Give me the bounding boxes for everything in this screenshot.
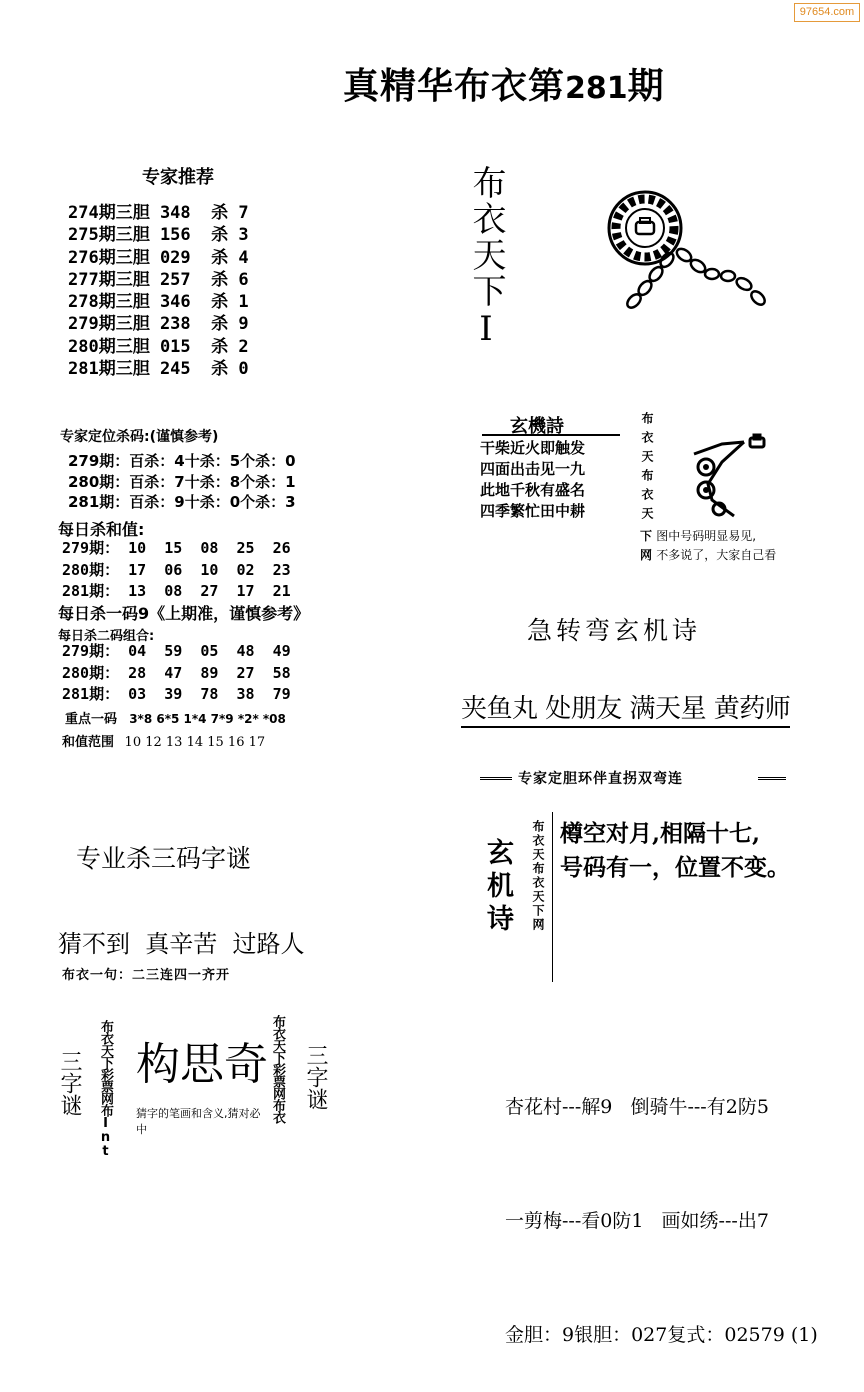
position-kill-section xyxy=(52,428,372,513)
position-kill-row: 279期：百杀：4十杀：5个杀：0 xyxy=(68,452,296,470)
brand-vertical: 布衣天下I xyxy=(466,165,506,351)
poem-side-label: 玄机诗 xyxy=(482,838,513,937)
xuanji-notes xyxy=(640,527,776,565)
poem-line-1: 樽空对月,相隔十七, xyxy=(560,820,761,847)
sum-range-row xyxy=(62,731,265,750)
daily-two-row: 280期： 28 47 89 27 58 xyxy=(62,663,291,682)
daily-two-row: 281期： 03 39 78 38 79 xyxy=(62,685,291,703)
poem-panel xyxy=(474,808,804,978)
expert-list xyxy=(68,202,249,380)
riddle-left-label: 三字谜 xyxy=(57,1050,82,1116)
coin-chain-illustration xyxy=(605,188,780,323)
expert-row: 274期三胆 348 杀 7 xyxy=(68,203,249,223)
riddle-right-vertical: 布衣天下彩票网布衣 xyxy=(270,1015,285,1123)
sum-range-values: 10 12 13 14 15 16 17 xyxy=(124,735,266,750)
xuanji-line: 四季繁忙田中耕 xyxy=(480,502,586,520)
expert-panel xyxy=(58,155,288,390)
xuanji-note-second-char: 网 xyxy=(640,548,653,562)
xuanji-line: 四面出击见一九 xyxy=(480,460,586,478)
riddle-center-big: 构思奇 xyxy=(136,1039,268,1090)
title-prefix: 真精华布衣第 xyxy=(343,66,566,107)
xuanji-heading: 玄機詩 xyxy=(510,416,564,437)
bottom-line-1: 杏花村---解9 倒骑牛---有2防5 xyxy=(505,1096,769,1118)
expert-row: 281期三胆 245 杀 0 xyxy=(68,359,249,380)
expert-dan-heading: 专家定胆环伴直拐双弯连 xyxy=(518,771,683,787)
daily-two-list xyxy=(62,641,291,706)
xuanji-lines xyxy=(480,438,585,522)
riddle-line: 布衣一句：二三连四一齐开 xyxy=(62,968,231,983)
xuanji-panel xyxy=(474,410,624,530)
daily-sum-row: 281期： 13 08 27 17 21 xyxy=(62,582,291,600)
riddle-left-vertical: 布衣天下彩票网布Int xyxy=(98,1020,113,1158)
xuanji-divider xyxy=(482,434,620,436)
riddle-right-label: 三字谜 xyxy=(303,1044,328,1110)
expert-dan-rule-left xyxy=(480,777,512,780)
position-kill-row: 280期：百杀：7十杀：8个杀：1 xyxy=(68,472,296,491)
expert-row: 276期三胆 029 杀 4 xyxy=(68,247,249,268)
xuanji-line: 此地千秋有盛名 xyxy=(480,481,586,499)
riddle-center-note: 猜字的笔画和含义,猜对必中 xyxy=(136,1107,261,1136)
riddle-box xyxy=(46,1010,346,1160)
daily-sum-list xyxy=(62,538,291,603)
position-kill-row: 281期：百杀：9十杀：0个杀：3 xyxy=(68,493,296,511)
xuanji-line: 干柴近火即触发 xyxy=(480,439,586,457)
daily-sum-heading: 每日杀和值: xyxy=(58,520,145,539)
key-code-values: 3*8 6*5 1*4 7*9 *2* *08 xyxy=(129,712,286,726)
expert-row: 275期三胆 156 杀 3 xyxy=(68,225,249,246)
daily-two-row: 279期： 04 59 05 48 49 xyxy=(62,642,291,660)
daily-two-heading: 每日杀二码组合: xyxy=(58,629,155,644)
daily-one-heading: 每日杀一码9《上期准，谨慎参考》 xyxy=(58,604,310,623)
expert-dan-rule-right xyxy=(758,777,786,780)
expert-heading: 专家推荐 xyxy=(142,167,214,188)
xuanji-note-2: 不多说了，大家自己看 xyxy=(656,548,777,562)
daily-sum-row: 280期： 17 06 10 02 23 xyxy=(62,560,291,579)
xuanji-side-vertical: 布衣天布衣天 xyxy=(640,412,654,526)
bottom-line-3: 金胆：9银胆：027复式：02579 (1) xyxy=(505,1324,818,1346)
poem-vertical: 布衣天布衣天下网 xyxy=(531,820,545,932)
title-issue-number: 281 xyxy=(565,71,628,106)
daily-sum-row: 279期： 10 15 08 25 26 xyxy=(62,539,291,557)
key-code-row xyxy=(65,708,286,727)
riddle-heading: 专业杀三码字谜 xyxy=(76,844,252,873)
jizhuan-line: 夹鱼丸 处朋友 满天星 黄药师 xyxy=(461,688,790,728)
expert-row: 277期三胆 257 杀 6 xyxy=(68,269,249,290)
xuanji-note-1: 图中号码明显易见, xyxy=(656,529,757,543)
position-kill-heading: 专家定位杀码:(谨慎参考) xyxy=(60,429,219,445)
code-chain-illustration xyxy=(682,432,802,522)
sum-range-label: 和值范围 xyxy=(62,735,115,750)
expert-row: 279期三胆 238 杀 9 xyxy=(68,314,249,335)
expert-row: 278期三胆 346 杀 1 xyxy=(68,292,249,313)
poem-divider xyxy=(552,812,553,982)
bottom-line-2: 一剪梅---看0防1 画如绣---出7 xyxy=(505,1210,769,1232)
watermark-badge: 97654.com xyxy=(794,3,860,22)
bottom-block xyxy=(505,1012,818,1392)
expert-row: 280期三胆 015 杀 2 xyxy=(68,336,249,357)
title-suffix: 期 xyxy=(627,66,665,107)
poem-line-2: 号码有一，位置不变。 xyxy=(560,854,790,881)
jizhuan-heading: 急转弯玄机诗 xyxy=(527,616,702,645)
page-title xyxy=(343,58,665,109)
key-code-label: 重点一码 xyxy=(65,712,118,727)
riddle-words: 猜不到 真辛苦 过路人 xyxy=(58,930,305,958)
xuanji-note-first-char: 下 xyxy=(640,529,653,543)
